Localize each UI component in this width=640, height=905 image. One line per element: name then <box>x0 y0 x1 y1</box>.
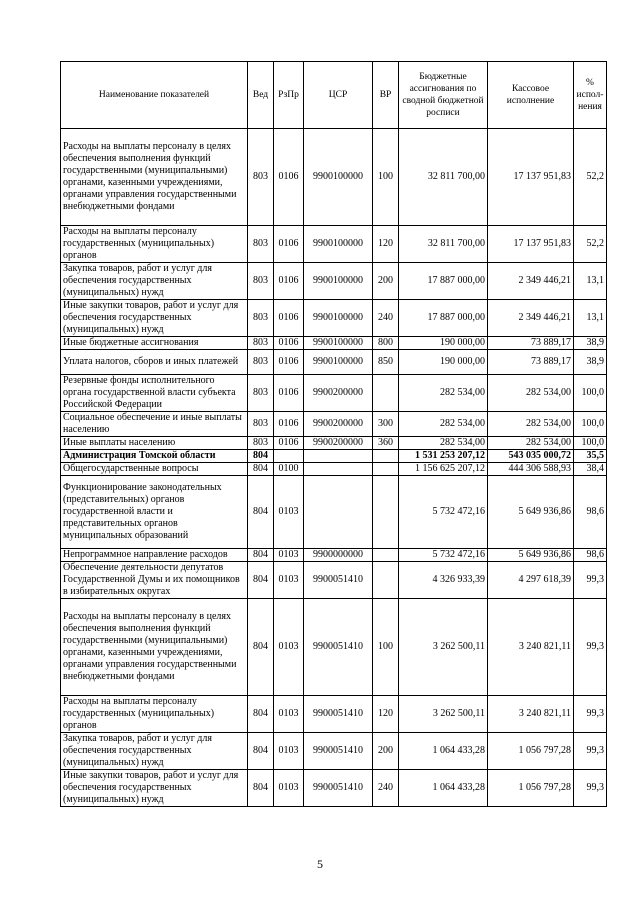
table-row <box>61 733 607 770</box>
cell-csr: 9900051410 <box>304 599 373 696</box>
cell-vr: 100 <box>373 599 399 696</box>
cell-assign: 190 000,00 <box>399 337 488 350</box>
cell-cash: 5 649 936,86 <box>488 549 574 562</box>
cell-rzpr: 0103 <box>274 599 304 696</box>
cell-vr: 100 <box>373 129 399 226</box>
cell-csr <box>304 463 373 476</box>
cell-cash: 444 306 588,93 <box>488 463 574 476</box>
cell-rzpr: 0103 <box>274 549 304 562</box>
cell-vr: 360 <box>373 437 399 450</box>
cell-cash: 17 137 951,83 <box>488 226 574 263</box>
cell-csr: 9900100000 <box>304 350 373 375</box>
cell-name: Иные выплаты населению <box>61 437 248 450</box>
cell-rzpr: 0106 <box>274 129 304 226</box>
cell-assign: 1 531 253 207,12 <box>399 450 488 463</box>
cell-rzpr: 0106 <box>274 375 304 412</box>
header-name: Наименование показателей <box>61 62 248 129</box>
cell-cash: 282 534,00 <box>488 375 574 412</box>
table-row <box>61 226 607 263</box>
cell-ved: 804 <box>248 696 274 733</box>
cell-ved: 803 <box>248 412 274 437</box>
cell-pct: 38,4 <box>574 463 607 476</box>
cell-ved: 803 <box>248 226 274 263</box>
cell-name: Расходы на выплаты персоналу в целях обеспечения выполнения функций государственными (муниципальными) органами, казенными учреждениями, органами управления государственными внебюджетными фондами <box>61 599 248 696</box>
cell-assign: 5 732 472,16 <box>399 476 488 549</box>
cell-ved: 803 <box>248 300 274 337</box>
cell-pct: 13,1 <box>574 263 607 300</box>
cell-ved: 804 <box>248 549 274 562</box>
table-row <box>61 375 607 412</box>
cell-assign: 17 887 000,00 <box>399 263 488 300</box>
cell-assign: 3 262 500,11 <box>399 599 488 696</box>
cell-assign: 282 534,00 <box>399 375 488 412</box>
cell-pct: 98,6 <box>574 476 607 549</box>
cell-name: Расходы на выплаты персоналу государственных (муниципальных) органов <box>61 696 248 733</box>
cell-name: Расходы на выплаты персоналу государственных (муниципальных) органов <box>61 226 248 263</box>
cell-name: Уплата налогов, сборов и иных платежей <box>61 350 248 375</box>
cell-pct: 99,3 <box>574 733 607 770</box>
cell-vr: 300 <box>373 412 399 437</box>
header-cash: Кассовое исполнение <box>488 62 574 129</box>
cell-csr: 9900100000 <box>304 337 373 350</box>
header-vr: ВР <box>373 62 399 129</box>
header-pct: % испол-нения <box>574 62 607 129</box>
cell-csr: 9900000000 <box>304 549 373 562</box>
cell-cash: 3 240 821,11 <box>488 599 574 696</box>
table-row <box>61 696 607 733</box>
cell-csr: 9900100000 <box>304 129 373 226</box>
cell-ved: 803 <box>248 437 274 450</box>
page-number: 5 <box>317 857 323 871</box>
cell-csr: 9900100000 <box>304 300 373 337</box>
cell-rzpr: 0103 <box>274 770 304 807</box>
cell-vr <box>373 476 399 549</box>
cell-rzpr: 0103 <box>274 476 304 549</box>
cell-vr: 240 <box>373 300 399 337</box>
cell-csr <box>304 450 373 463</box>
table-row <box>61 599 607 696</box>
cell-csr: 9900100000 <box>304 263 373 300</box>
cell-assign: 1 156 625 207,12 <box>399 463 488 476</box>
cell-assign: 1 064 433,28 <box>399 733 488 770</box>
cell-name: Общегосударственные вопросы <box>61 463 248 476</box>
cell-name: Непрограммное направление расходов <box>61 549 248 562</box>
cell-name: Иные бюджетные ассигнования <box>61 337 248 350</box>
cell-assign: 282 534,00 <box>399 412 488 437</box>
cell-ved: 803 <box>248 350 274 375</box>
cell-vr <box>373 562 399 599</box>
cell-rzpr: 0103 <box>274 733 304 770</box>
cell-pct: 38,9 <box>574 350 607 375</box>
cell-csr: 9900051410 <box>304 696 373 733</box>
cell-assign: 32 811 700,00 <box>399 226 488 263</box>
cell-pct: 100,0 <box>574 412 607 437</box>
cell-ved: 804 <box>248 450 274 463</box>
cell-csr: 9900200000 <box>304 412 373 437</box>
cell-rzpr <box>274 450 304 463</box>
cell-ved: 804 <box>248 599 274 696</box>
cell-csr <box>304 476 373 549</box>
cell-name: Иные закупки товаров, работ и услуг для обеспечения государственных (муниципальных) нужд <box>61 770 248 807</box>
cell-cash: 282 534,00 <box>488 437 574 450</box>
header-ved: Вед <box>248 62 274 129</box>
cell-rzpr: 0106 <box>274 300 304 337</box>
cell-cash: 73 889,17 <box>488 350 574 375</box>
cell-assign: 4 326 933,39 <box>399 562 488 599</box>
cell-ved: 803 <box>248 337 274 350</box>
cell-rzpr: 0106 <box>274 263 304 300</box>
cell-pct: 99,3 <box>574 696 607 733</box>
cell-vr <box>373 463 399 476</box>
budget-table <box>60 61 607 807</box>
cell-name: Резервные фонды исполнительного органа государственной власти субъекта Российской Федерации <box>61 375 248 412</box>
header-csr: ЦСР <box>304 62 373 129</box>
cell-pct: 99,3 <box>574 562 607 599</box>
cell-ved: 803 <box>248 375 274 412</box>
cell-name: Закупка товаров, работ и услуг для обеспечения государственных (муниципальных) нужд <box>61 263 248 300</box>
cell-cash: 3 240 821,11 <box>488 696 574 733</box>
cell-name: Социальное обеспечение и иные выплаты населению <box>61 412 248 437</box>
cell-rzpr: 0106 <box>274 437 304 450</box>
cell-pct: 98,6 <box>574 549 607 562</box>
cell-vr: 120 <box>373 696 399 733</box>
cell-csr: 9900051410 <box>304 770 373 807</box>
cell-rzpr: 0106 <box>274 226 304 263</box>
cell-ved: 804 <box>248 770 274 807</box>
cell-vr: 800 <box>373 337 399 350</box>
table-row <box>61 549 607 562</box>
cell-vr <box>373 375 399 412</box>
cell-rzpr: 0103 <box>274 696 304 733</box>
table-header-row <box>61 62 607 129</box>
cell-pct: 35,5 <box>574 450 607 463</box>
cell-ved: 803 <box>248 129 274 226</box>
cell-name: Обеспечение деятельности депутатов Государственной Думы и их помощников в избирательных округах <box>61 562 248 599</box>
cell-vr: 240 <box>373 770 399 807</box>
table-row <box>61 437 607 450</box>
cell-cash: 17 137 951,83 <box>488 129 574 226</box>
table-row <box>61 263 607 300</box>
cell-cash: 543 035 000,72 <box>488 450 574 463</box>
header-assign: Бюджетные ассигнования по сводной бюджетной росписи <box>399 62 488 129</box>
cell-cash: 1 056 797,28 <box>488 733 574 770</box>
cell-ved: 804 <box>248 463 274 476</box>
cell-cash: 73 889,17 <box>488 337 574 350</box>
cell-ved: 804 <box>248 733 274 770</box>
table-row <box>61 476 607 549</box>
cell-csr: 9900051410 <box>304 733 373 770</box>
cell-rzpr: 0106 <box>274 350 304 375</box>
cell-name: Функционирование законодательных (представительных) органов государственной власти и представительных органов муниципальных образований <box>61 476 248 549</box>
cell-pct: 13,1 <box>574 300 607 337</box>
cell-rzpr: 0106 <box>274 412 304 437</box>
cell-pct: 100,0 <box>574 375 607 412</box>
cell-pct: 100,0 <box>574 437 607 450</box>
cell-pct: 52,2 <box>574 226 607 263</box>
cell-csr: 9900200000 <box>304 375 373 412</box>
cell-assign: 32 811 700,00 <box>399 129 488 226</box>
cell-assign: 282 534,00 <box>399 437 488 450</box>
cell-csr: 9900200000 <box>304 437 373 450</box>
table-row <box>61 770 607 807</box>
cell-name: Иные закупки товаров, работ и услуг для обеспечения государственных (муниципальных) нужд <box>61 300 248 337</box>
table-row <box>61 562 607 599</box>
table-row <box>61 450 607 463</box>
cell-assign: 1 064 433,28 <box>399 770 488 807</box>
cell-csr: 9900100000 <box>304 226 373 263</box>
cell-assign: 17 887 000,00 <box>399 300 488 337</box>
cell-cash: 282 534,00 <box>488 412 574 437</box>
cell-cash: 2 349 446,21 <box>488 263 574 300</box>
table-row <box>61 463 607 476</box>
cell-assign: 190 000,00 <box>399 350 488 375</box>
header-rzpr: РзПр <box>274 62 304 129</box>
cell-vr: 120 <box>373 226 399 263</box>
cell-assign: 3 262 500,11 <box>399 696 488 733</box>
cell-ved: 804 <box>248 562 274 599</box>
cell-vr: 200 <box>373 263 399 300</box>
table-row <box>61 129 607 226</box>
cell-vr <box>373 549 399 562</box>
cell-ved: 803 <box>248 263 274 300</box>
cell-pct: 52,2 <box>574 129 607 226</box>
cell-rzpr: 0106 <box>274 337 304 350</box>
cell-cash: 1 056 797,28 <box>488 770 574 807</box>
table-row <box>61 300 607 337</box>
cell-cash: 5 649 936,86 <box>488 476 574 549</box>
cell-name: Закупка товаров, работ и услуг для обеспечения государственных (муниципальных) нужд <box>61 733 248 770</box>
cell-ved: 804 <box>248 476 274 549</box>
cell-cash: 4 297 618,39 <box>488 562 574 599</box>
table-row <box>61 350 607 375</box>
cell-csr: 9900051410 <box>304 562 373 599</box>
cell-vr: 200 <box>373 733 399 770</box>
cell-name: Администрация Томской области <box>61 450 248 463</box>
cell-rzpr: 0100 <box>274 463 304 476</box>
cell-pct: 99,3 <box>574 599 607 696</box>
cell-pct: 38,9 <box>574 337 607 350</box>
table-row <box>61 337 607 350</box>
cell-rzpr: 0103 <box>274 562 304 599</box>
cell-vr <box>373 450 399 463</box>
cell-cash: 2 349 446,21 <box>488 300 574 337</box>
cell-assign: 5 732 472,16 <box>399 549 488 562</box>
table-body <box>61 129 607 807</box>
cell-vr: 850 <box>373 350 399 375</box>
cell-pct: 99,3 <box>574 770 607 807</box>
table-row <box>61 412 607 437</box>
cell-name: Расходы на выплаты персоналу в целях обеспечения выполнения функций государственными (муниципальными) органами, казенными учреждениями, органами управления государственными внебюджетными фондами <box>61 129 248 226</box>
